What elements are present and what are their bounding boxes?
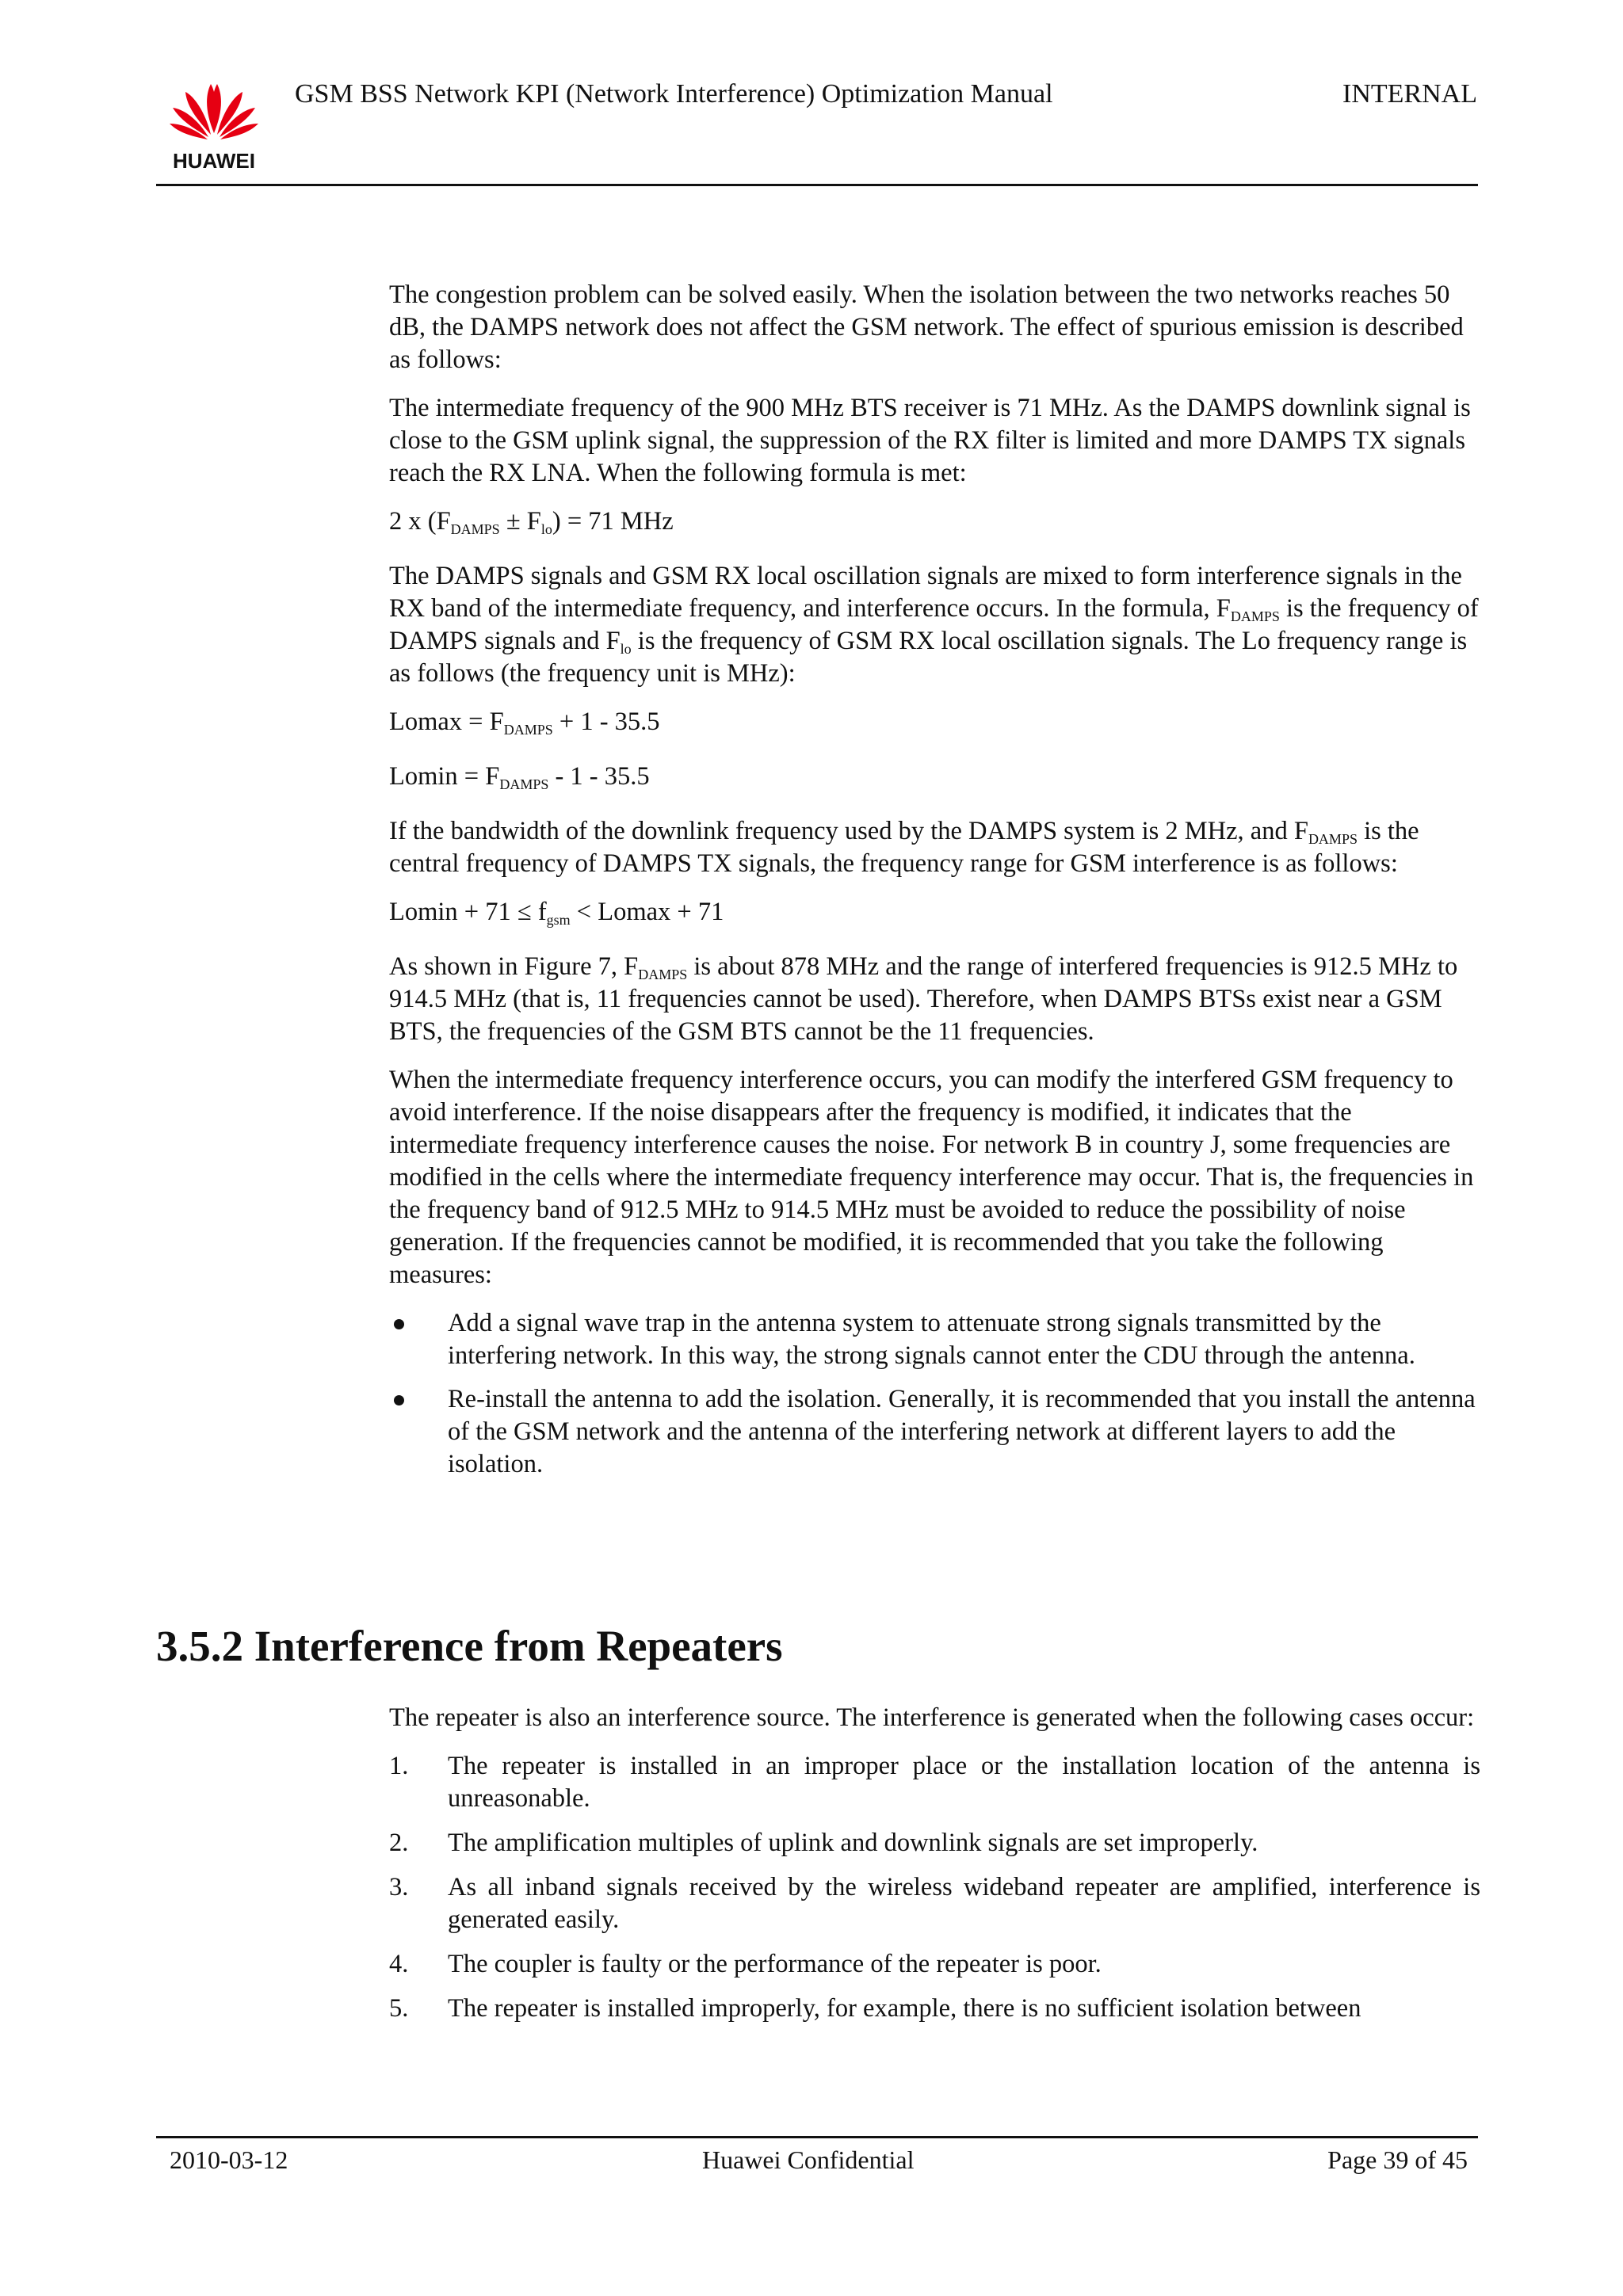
list-item: 1. The repeater is installed in an improper place or the installation location of the antenna is unreasonable.	[389, 1752, 1480, 1813]
list-item: Add a signal wave trap in the antenna system to attenuate strong signals transmitted by the interfering network. In this way, the strong signals cannot enter the CDU through the antenna.	[389, 1307, 1480, 1372]
document-title: GSM BSS Network KPI (Network Interference) Optimization Manual	[295, 79, 1053, 109]
paragraph: When the intermediate frequency interference occurs, you can modify the interfered GSM frequency to avoid interference. If the noise disappears after the frequency is modified, it indicates that the intermediate frequency interference causes the noise. For network B in country J, some frequencies are modified in the cells where the intermediate frequency interference may occur. That is, the frequencies in the frequency band of 912.5 MHz to 914.5 MHz must be avoided to reduce the possibility of noise generation. If the frequencies cannot be modified, it is recommended that you take the following measures:	[389, 1066, 1474, 1289]
section-heading: 3.5.2 Interference from Repeaters	[156, 1622, 783, 1670]
footer-date: 2010-03-12	[170, 2145, 288, 2174]
section-body	[389, 1702, 1480, 2037]
list-item: 4. The coupler is faulty or the performance of the repeater is poor.	[389, 1950, 1102, 1978]
paragraph: As shown in Figure 7, $F_{DAMPS}$ is about 878 MHz and the range of interfered frequencies is 912.5 MHz to 914.5 MHz (that is, 11 frequencies cannot be used). Therefore, when DAMPS BTSs exist near a GSM BTS, the frequencies of the GSM BTS cannot be the 11 frequencies.	[389, 952, 1458, 1046]
formula-mixing: 2 x $(F_{DAMPS} \pm F_{lo}) = 71$ MHz	[389, 507, 674, 537]
bullet-list	[389, 1307, 1480, 1481]
paragraph: The repeater is also an interference source. The interference is generated when the following cases occur:	[389, 1703, 1475, 1732]
header-rule	[156, 184, 1478, 186]
formula-lomax: $Lomax = F_{DAMPS} + 1 - 35.5$	[389, 707, 660, 738]
huawei-logo	[158, 73, 269, 184]
paragraph: If the bandwidth of the downlink frequency used by the DAMPS system is 2 MHz, and $F_{DAMPS}$ is the central frequency of DAMPS TX signals, the frequency range for GSM interference is as follows:	[389, 817, 1419, 878]
bullet-icon	[394, 1319, 404, 1329]
list-item: 5. The repeater is installed improperly, for example, there is no sufficient isolation between	[389, 1994, 1361, 2023]
footer-confidential: Huawei Confidential	[702, 2145, 915, 2174]
bullet-icon	[394, 1395, 404, 1405]
formula-lomin: $Lomin = F_{DAMPS} - 1 - 35.5$	[389, 762, 650, 792]
page-number: Page 39 of 45	[1327, 2145, 1468, 2174]
list-item: 3. As all inband signals received by the wireless wideband repeater are amplified, interference is generated easily.	[389, 1873, 1480, 1934]
logo-brand-text: HUAWEI	[173, 149, 255, 173]
list-item: 2. The amplification multiples of uplink and downlink signals are set improperly.	[389, 1829, 1258, 1857]
classification-label: INTERNAL	[1342, 79, 1477, 109]
footer-rule	[156, 2136, 1478, 2138]
formula-range: $Lomin + 71 \le f_{gsm} < Lomax + 71$	[389, 898, 724, 928]
paragraph: The intermediate frequency of the 900 MHz BTS receiver is 71 MHz. As the DAMPS downlink signal is close to the GSM uplink signal, the suppression of the RX filter is limited and more DAMPS TX signals reach the RX LNA. When the following formula is met:	[389, 394, 1471, 487]
paragraph: The DAMPS signals and GSM RX local oscillation signals are mixed to form interference signals in the RX band of the intermediate frequency, and interference occurs. In the formula, $F_{DAMPS}$ is the frequency of DAMPS signals and $F_{lo}$ is the frequency of GSM RX local oscillation signals. The Lo frequency range is as follows (the frequency unit is MHz):	[389, 562, 1479, 688]
list-item: Re-install the antenna to add the isolation. Generally, it is recommended that you install the antenna of the GSM network and the antenna of the interfering network at different layers to add the isolation.	[389, 1383, 1480, 1481]
body-text	[389, 279, 1480, 1492]
paragraph: The congestion problem can be solved easily. When the isolation between the two networks reaches 50 dB, the DAMPS network does not affect the GSM network. The effect of spurious emission is described as follows:	[389, 280, 1464, 374]
page-header	[0, 0, 1623, 190]
